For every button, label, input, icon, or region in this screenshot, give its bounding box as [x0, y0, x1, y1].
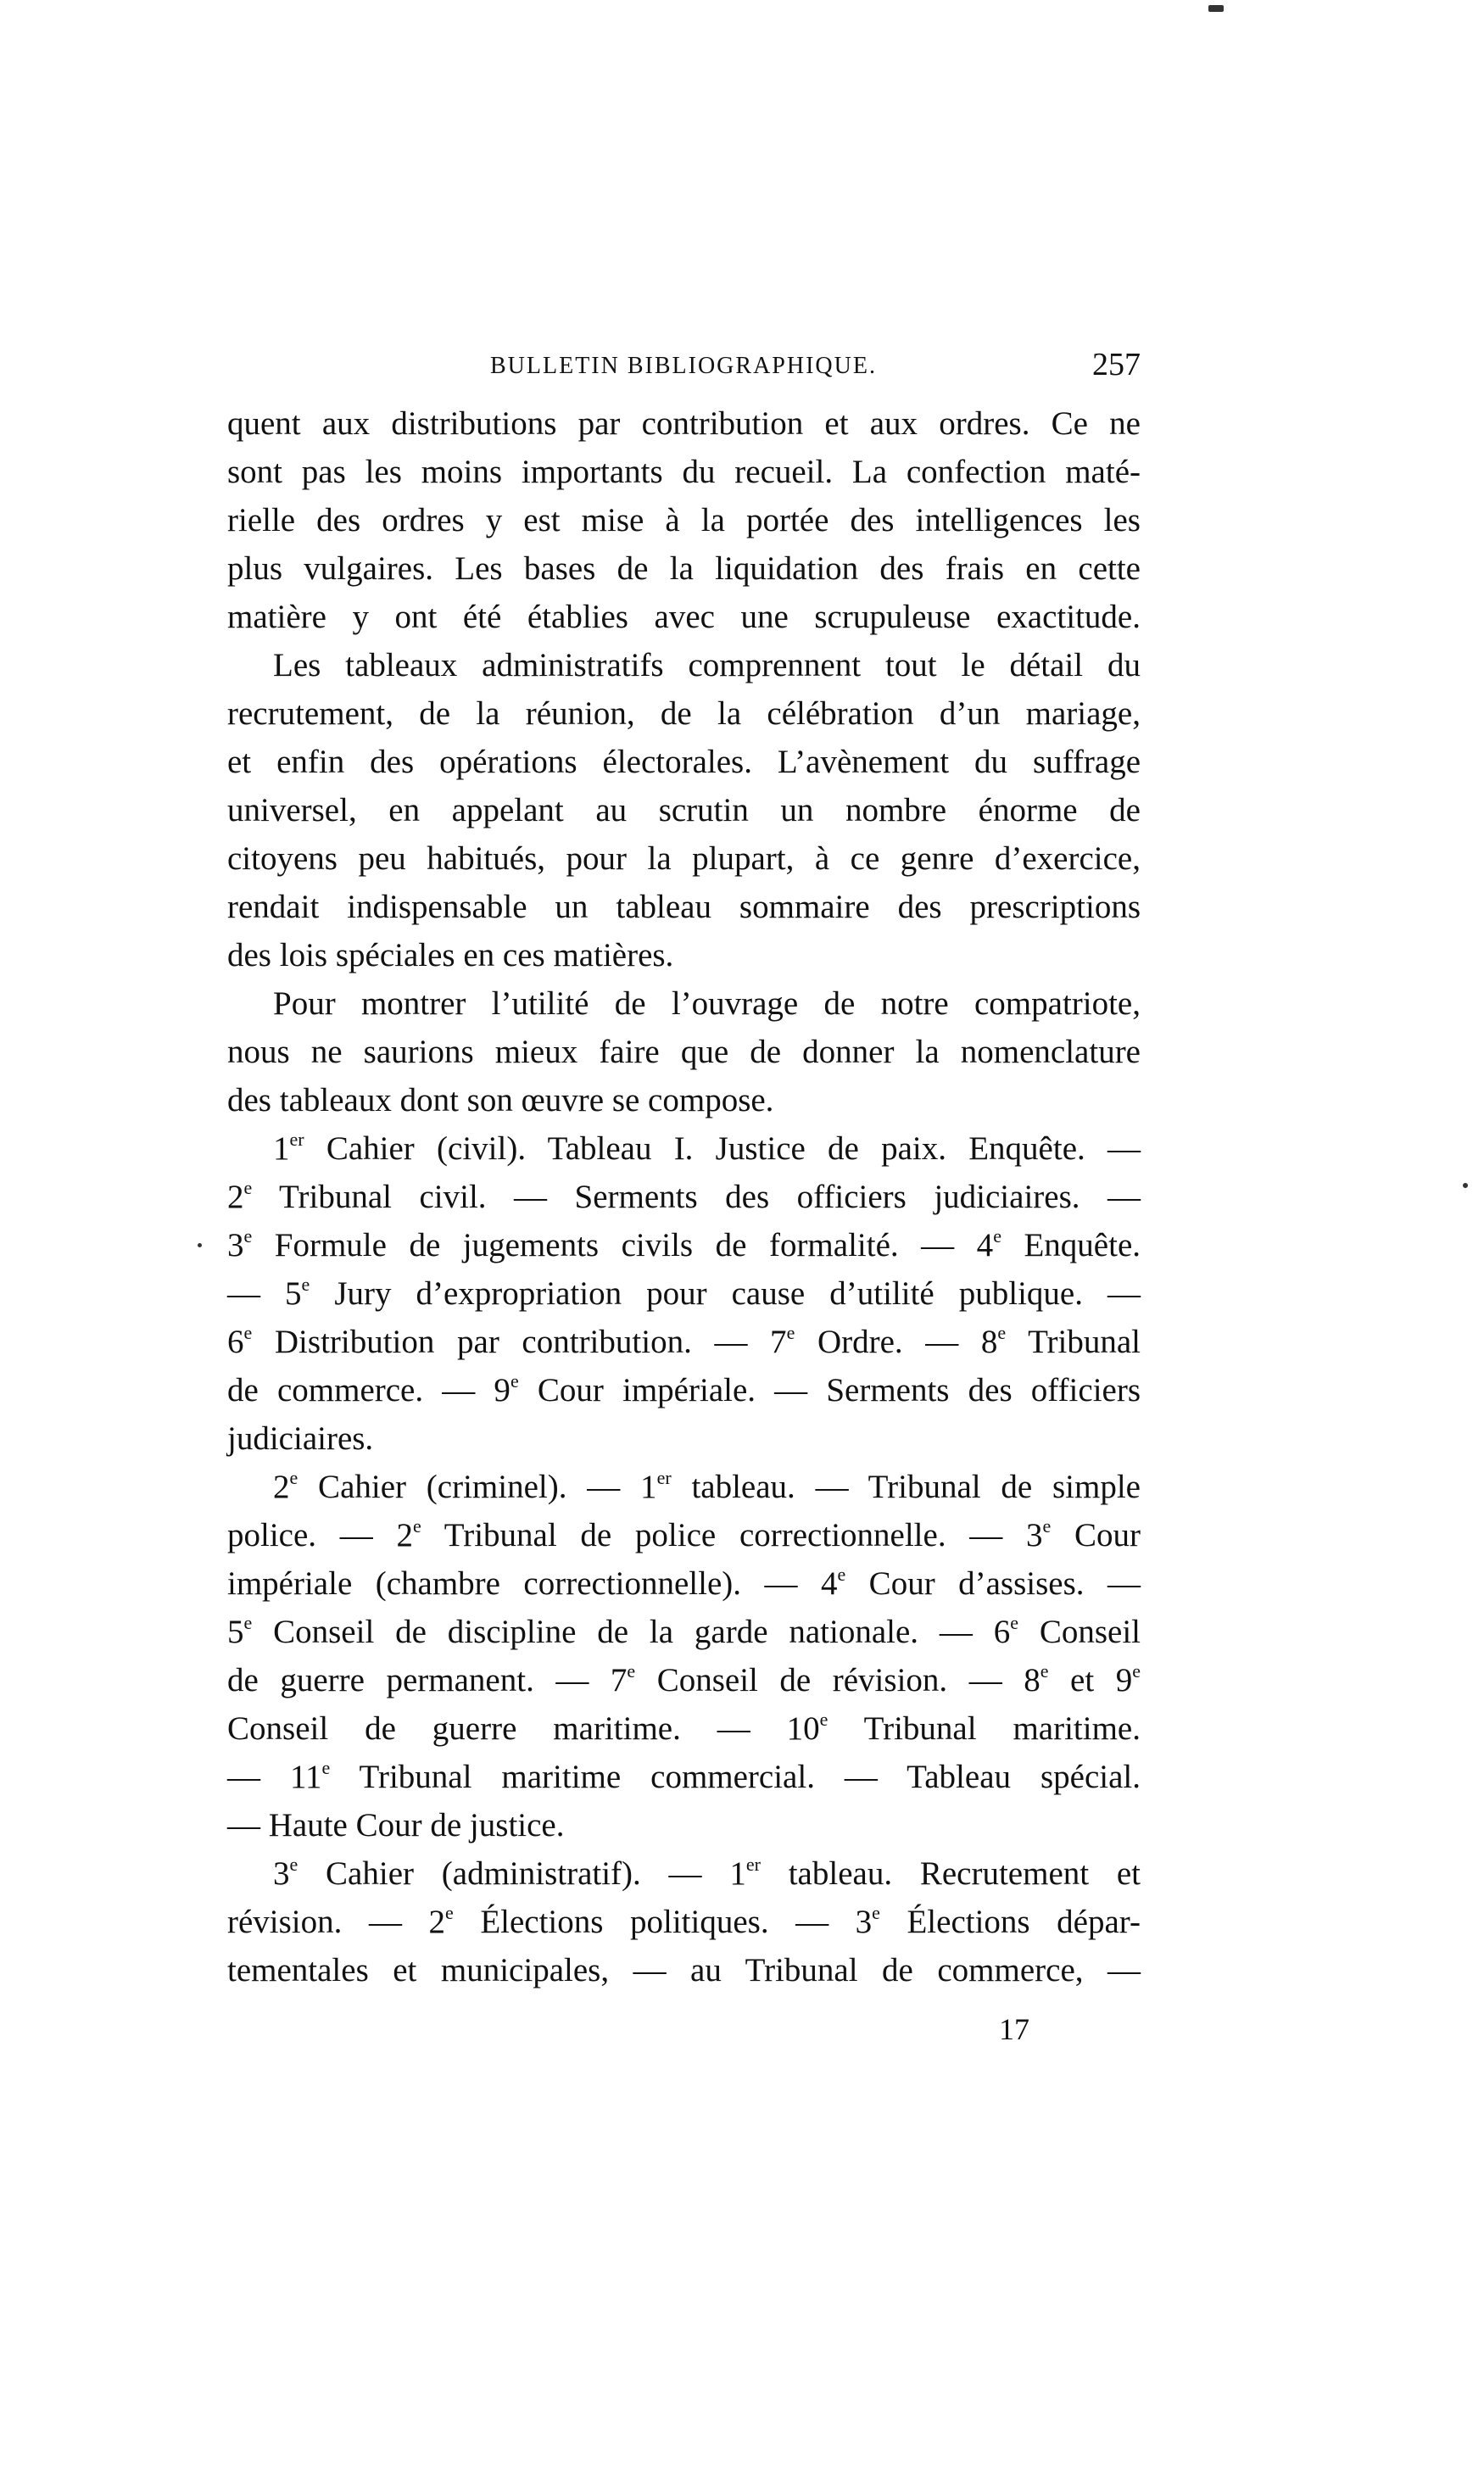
text-run: Pour montrer l’utilité de l’ouvrage de notre compatriote, — [273, 985, 1141, 1022]
scan-speck — [1208, 5, 1224, 12]
text-run: de guerre permanent. — 7 — [227, 1662, 628, 1698]
text-run: Formule de jugements civils de formalité. — 4 — [252, 1227, 994, 1263]
text-run: tableau. Recrutement et — [760, 1855, 1141, 1892]
text-run: Tribunal civil. — Serments des officiers judiciaires. — — [252, 1179, 1141, 1215]
text-run: Ordre. — 8 — [795, 1324, 998, 1360]
ordinal-superscript: e — [837, 1564, 846, 1585]
ordinal-superscript: er — [656, 1467, 672, 1488]
text-line — [227, 1366, 1141, 1414]
ordinal-superscript: e — [510, 1370, 519, 1392]
text-line — [227, 544, 1141, 593]
text-line — [227, 1608, 1141, 1656]
ordinal-superscript: e — [872, 1902, 880, 1923]
ordinal-superscript: e — [289, 1854, 298, 1875]
ordinal-superscript: e — [445, 1902, 454, 1923]
text-line — [227, 1801, 1141, 1849]
text-line — [273, 641, 1141, 689]
text-line — [227, 931, 1141, 979]
ordinal-superscript: e — [243, 1225, 253, 1247]
ordinal-superscript: e — [786, 1322, 795, 1343]
ordinal-superscript: er — [289, 1129, 304, 1150]
signature-mark: 17 — [999, 2012, 1029, 2046]
text-line — [227, 448, 1141, 496]
text-run: Tribunal de police correctionnelle. — 3 — [421, 1517, 1043, 1553]
running-title: BULLETIN BIBLIOGRAPHIQUE. — [490, 353, 877, 379]
text-run: révision. — 2 — [227, 1904, 445, 1940]
text-line — [227, 1559, 1141, 1608]
ordinal-superscript: e — [819, 1709, 828, 1730]
text-run: police. — 2 — [227, 1517, 413, 1553]
text-line — [227, 399, 1141, 448]
ordinal-superscript: e — [301, 1274, 310, 1295]
text-run: des tableaux dont son œuvre se compose. — [227, 1082, 774, 1118]
text-run: 3 — [273, 1855, 290, 1892]
text-run: Les tableaux administratifs comprennent tout le détail du — [273, 647, 1141, 683]
text-run: sont pas les moins importants du recueil. La confection maté- — [227, 454, 1141, 490]
text-run: Conseil de guerre maritime. — 10 — [227, 1710, 820, 1747]
text-line — [227, 786, 1141, 834]
text-line — [227, 883, 1141, 931]
ordinal-superscript: e — [1010, 1612, 1018, 1633]
text-line — [273, 1124, 1141, 1173]
text-run: Enquête. — [1001, 1227, 1141, 1263]
text-line — [227, 1221, 1141, 1269]
text-line — [227, 593, 1141, 641]
text-run: quent aux distributions par contribution et aux ordres. Ce ne — [227, 405, 1141, 442]
text-run: nous ne saurions mieux faire que de donner la nomenclature — [227, 1034, 1141, 1070]
text-run: Cahier (administratif). — 1 — [298, 1855, 746, 1892]
text-run: — 11 — [227, 1759, 322, 1795]
text-run: universel, en appelant au scrutin un nombre énorme de — [227, 792, 1141, 828]
text-line — [227, 1414, 1141, 1463]
ordinal-superscript: e — [412, 1515, 421, 1537]
text-run: et enfin des opérations électorales. L’avènement du suffrage — [227, 744, 1141, 780]
text-run: Tribunal maritime commercial. — Tableau spécial. — [330, 1759, 1141, 1795]
text-run: judiciaires. — [227, 1420, 374, 1457]
ordinal-superscript: e — [1132, 1660, 1141, 1682]
text-run: Cour — [1051, 1517, 1141, 1553]
text-run: Jury d’expropriation pour cause d’utilité publique. — — [310, 1275, 1141, 1312]
text-line — [227, 1076, 1141, 1124]
ordinal-superscript: e — [993, 1225, 1001, 1247]
text-run: rielle des ordres y est mise à la portée des intelligences les — [227, 502, 1141, 538]
text-run: et 9 — [1048, 1662, 1133, 1698]
text-run: rendait indispensable un tableau sommaire des prescriptions — [227, 889, 1141, 925]
ordinal-superscript: e — [243, 1177, 253, 1198]
ordinal-superscript: e — [289, 1467, 298, 1488]
text-line — [227, 1173, 1141, 1221]
text-line — [227, 1946, 1141, 1994]
ordinal-superscript: e — [997, 1322, 1007, 1343]
ordinal-superscript: e — [1040, 1660, 1049, 1682]
text-run: Élections dépar- — [879, 1904, 1141, 1940]
text-run: de commerce. — 9 — [227, 1372, 510, 1408]
ordinal-superscript: e — [243, 1322, 253, 1343]
text-run: 1 — [273, 1130, 290, 1167]
page-number: 257 — [1092, 347, 1141, 382]
ordinal-superscript: e — [321, 1757, 331, 1778]
text-run: 5 — [227, 1614, 244, 1650]
text-run: Cour impériale. — Serments des officiers — [518, 1372, 1141, 1408]
text-run: matière y ont été établies avec une scrupuleuse exactitude. — [227, 599, 1141, 635]
ordinal-superscript: e — [243, 1612, 253, 1633]
text-line — [227, 834, 1141, 883]
text-run: citoyens peu habitués, pour la plupart, à ce genre d’exercice, — [227, 840, 1141, 877]
ordinal-superscript: er — [745, 1854, 761, 1875]
text-run: tableau. — Tribunal de simple — [671, 1469, 1141, 1505]
text-run: 3 — [227, 1227, 244, 1263]
ordinal-superscript: e — [1042, 1515, 1052, 1537]
text-line — [227, 1269, 1141, 1318]
text-line — [273, 1849, 1141, 1898]
text-line — [227, 1656, 1141, 1704]
text-line — [273, 1463, 1141, 1511]
text-run: — Haute Cour de justice. — [227, 1807, 565, 1843]
text-line — [227, 1704, 1141, 1753]
text-run: Distribution par contribution. — 7 — [252, 1324, 787, 1360]
text-run: 2 — [227, 1179, 244, 1215]
text-run: Cahier (civil). Tableau I. Justice de paix. Enquête. — — [304, 1130, 1141, 1167]
text-run: Cahier (criminel). — 1 — [298, 1469, 657, 1505]
text-run: recrutement, de la réunion, de la célébration d’un mariage, — [227, 695, 1141, 732]
text-line — [227, 1753, 1141, 1801]
text-run: des lois spéciales en ces matières. — [227, 937, 674, 973]
text-line — [227, 496, 1141, 544]
text-run: Tribunal maritime. — [828, 1710, 1141, 1747]
text-line — [273, 979, 1141, 1028]
text-line — [227, 1318, 1141, 1366]
text-line — [227, 1028, 1141, 1076]
text-run: plus vulgaires. Les bases de la liquidation des frais en cette — [227, 550, 1141, 587]
text-line — [227, 738, 1141, 786]
text-run: Tribunal — [1006, 1324, 1141, 1360]
ordinal-superscript: e — [627, 1660, 636, 1682]
text-run: Conseil — [1018, 1614, 1141, 1650]
text-line — [227, 1511, 1141, 1559]
text-run: Conseil de discipline de la garde nationale. — 6 — [252, 1614, 1011, 1650]
text-run: Cour d’assises. — — [845, 1565, 1141, 1602]
running-header — [227, 346, 1141, 388]
text-line — [227, 1898, 1141, 1946]
scan-speck — [1463, 1183, 1468, 1188]
text-run: tementales et municipales, — au Tribunal de commerce, — — [227, 1952, 1141, 1988]
text-line — [227, 689, 1141, 738]
text-run: 6 — [227, 1324, 244, 1360]
text-run: — 5 — [227, 1275, 302, 1312]
scan-speck — [198, 1243, 202, 1247]
text-run: 2 — [273, 1469, 290, 1505]
text-run: Élections politiques. — 3 — [453, 1904, 873, 1940]
text-run: impériale (chambre correctionnelle). — 4 — [227, 1565, 838, 1602]
text-run: Conseil de révision. — 8 — [635, 1662, 1040, 1698]
